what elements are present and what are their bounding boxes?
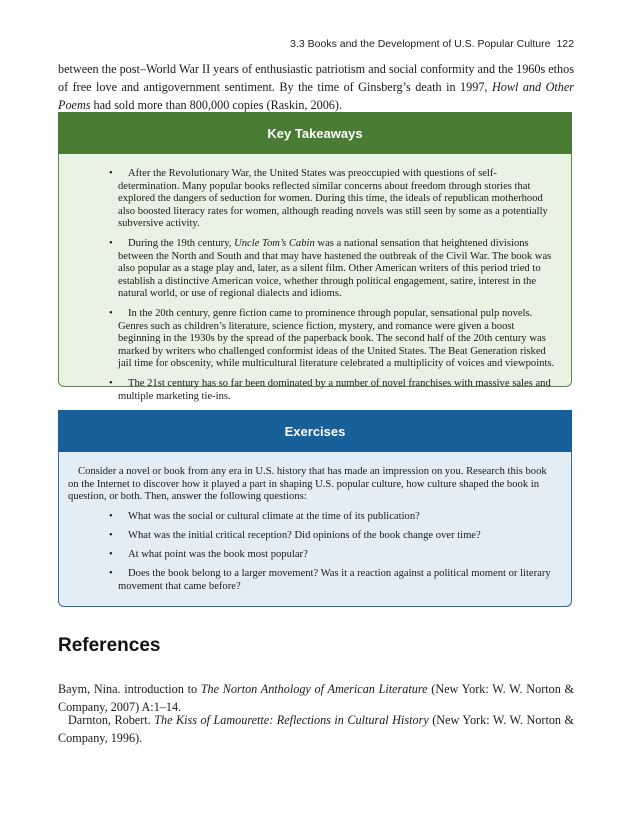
list-item: • Does the book belong to a larger movement? Was it a reaction against a political moment or literary movement that came before? [118, 568, 555, 593]
book-title: Uncle Tom’s Cabin [234, 237, 315, 249]
key-takeaways-list [59, 154, 571, 403]
key-takeaways-body [58, 154, 572, 402]
intro-text-2: had sold more than 800,000 copies (Raskin, 2006). [90, 98, 342, 112]
intro-text-1: between the post–World War II years of enthusiastic patriotism and social conformity and the 1960s ethos of free love and antigovernment sentiment. By the time of Ginsberg’s death in 1997, [58, 62, 574, 94]
list-item: • During the 19th century, Uncle Tom’s Cabin was a national sensation that heightened divisions between the North and South and that may have hastened the outbreak of the Civil War. The book was also popular as a stage play and, later, as a silent film. Other American writers of this period tried to establish a distinctive American voice, whether through political engagement, satire, interest in the natural world, or use of regional dialects and idioms. [118, 238, 555, 301]
exercises-box [58, 410, 572, 607]
list-item: • At what point was the book most popular? [118, 549, 555, 562]
section-title: 3.3 Books and the Development of U.S. Popular Culture [290, 38, 551, 50]
exercises-list [59, 504, 571, 593]
reference-title: The Norton Anthology of American Literature [200, 682, 428, 696]
list-item: • What was the social or cultural climate at the time of its publication? [118, 511, 555, 524]
intro-paragraph [58, 60, 574, 114]
running-header [290, 38, 574, 50]
list-item: • In the 20th century, genre fiction came to prominence through popular, sensational pulp novels. Genres such as children’s literature, science fiction, mystery, and romance were given a boost beginning in the 1930s by the spread of the paperback book. The second half of the 20th century was marked by writers who challenged conformist ideas of the United States. The Beat Generation risked jail time for obscenity, while multicultural literature celebrated a multiplicity of voices and viewpoints. [118, 308, 555, 371]
list-item: • The 21st century has so far been dominated by a number of novel franchises with massive sales and multiple marketing tie-ins. [118, 378, 555, 403]
key-takeaways-heading: Key Takeaways [58, 112, 572, 154]
reference-entry: Darnton, Robert. The Kiss of Lamourette: Reflections in Cultural History (New York: W. W. Norton & Company, 1996). [58, 713, 574, 745]
intro-book-title: Howl and Other Poems [58, 80, 574, 112]
key-takeaways-box [58, 112, 572, 402]
list-item: • What was the initial critical reception? Did opinions of the book change over time? [118, 530, 555, 543]
exercises-heading: Exercises [58, 410, 572, 452]
reference-entry: Baym, Nina. introduction to The Norton Anthology of American Literature (New York: W. W. Norton & Company, 2007) A:1–14. [58, 682, 575, 714]
reference-title: The Kiss of Lamourette: Reflections in Cultural History [154, 713, 429, 727]
references-heading: References [58, 635, 161, 656]
page-number: 122 [556, 38, 574, 50]
exercises-body [58, 452, 572, 607]
exercises-intro: Consider a novel or book from any era in U.S. history that has made an impression on you. Research this book on the Internet to discover how it played a part in shaping U.S. popular culture, how culture shaped the book in question, or both. Then, answer the following questions: [68, 466, 547, 503]
list-item: • After the Revolutionary War, the United States was preoccupied with questions of self-determination. Many popular books reflected similar concerns about freedom through stories that explored the dangers of seduction for women. During this time, the ideals of republican motherhood also boosted literacy rates for women, although reading novels was still seen by some as a potentially subversive activity. [118, 168, 555, 231]
